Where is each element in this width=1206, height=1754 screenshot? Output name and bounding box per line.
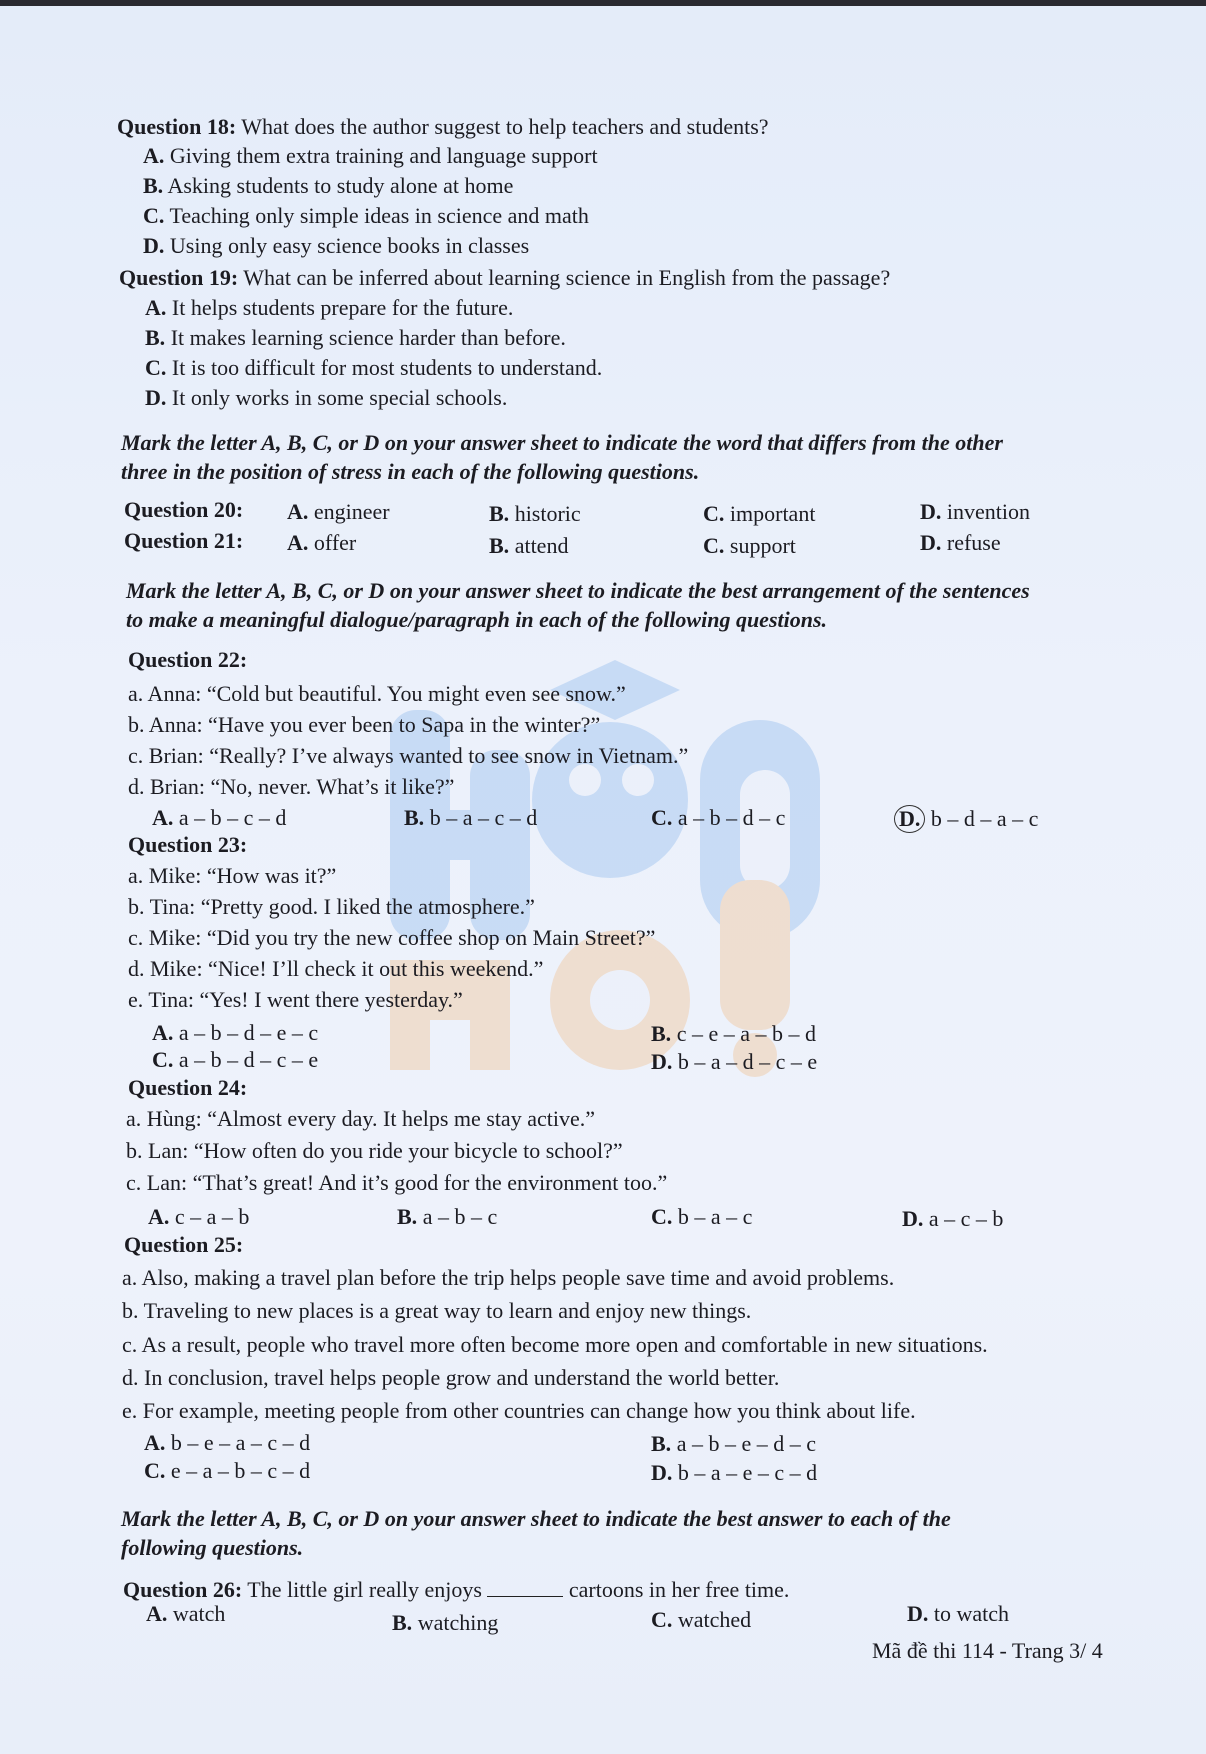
q19-stem [119,265,890,291]
instruction-stress-line1: Mark the letter A, B, C, or D on your answer sheet to indicate the word that differs from the other [121,430,1003,455]
q26-stem [123,1577,789,1603]
q18-option-c[interactable]: C. Teaching only simple ideas in science and math [143,203,589,228]
q23-line-a: a. Mike: “How was it?” [128,863,337,888]
instruction-best-line1: Mark the letter A, B, C, or D on your answer sheet to indicate the best answer to each of the [121,1506,951,1531]
q21-option-b[interactable]: B. attend [489,533,569,558]
q21-option-a[interactable]: A. offer [287,530,357,555]
q20-label: Question 20: [124,497,244,522]
q24-option-c[interactable]: C. b – a – c [651,1204,753,1229]
q25-line-a: a. Also, making a travel plan before the trip helps people save time and avoid problems. [122,1265,895,1290]
q24-label: Question 24: [128,1075,248,1100]
q26-option-d[interactable]: D. to watch [907,1601,1010,1626]
q22-label: Question 22: [128,647,248,672]
q25-label: Question 25: [124,1232,244,1257]
q19-option-a[interactable]: A. It helps students prepare for the future. [145,295,514,320]
q20-option-d[interactable]: D. invention [920,499,1030,524]
q21-option-d[interactable]: D. refuse [920,530,1001,555]
q24-line-c: c. Lan: “That’s great! And it’s good for the environment too.” [126,1170,668,1195]
q26-text-before: The little girl really enjoys [247,1577,482,1602]
q18-option-d[interactable]: D. Using only easy science books in classes [143,233,530,258]
q21-label: Question 21: [124,528,244,553]
q25-line-b: b. Traveling to new places is a great way to learn and enjoy new things. [122,1298,752,1323]
q25-option-a[interactable]: A. b – e – a – c – d [144,1430,311,1455]
q25-line-d: d. In conclusion, travel helps people grow and understand the world better. [122,1365,780,1390]
q25-option-d[interactable]: D. b – a – e – c – d [651,1460,818,1485]
q24-option-b[interactable]: B. a – b – c [397,1204,498,1229]
q22-option-b[interactable]: B. b – a – c – d [404,805,538,830]
q20-option-b[interactable]: B. historic [489,501,581,526]
q26-option-b[interactable]: B. watching [392,1610,499,1635]
q22-option-c[interactable]: C. a – b – d – c [651,805,786,830]
q19-label: Question 19: [119,265,239,290]
q24-option-d[interactable]: D. a – c – b [902,1206,1004,1231]
q22-option-d[interactable]: D. b – d – a – c [900,805,1038,833]
q26-blank [487,1578,563,1597]
q18-text: What does the author suggest to help teachers and students? [241,114,769,139]
q23-option-a[interactable]: A. a – b – d – e – c [152,1020,319,1045]
q22-line-b: b. Anna: “Have you ever been to Sapa in the winter?” [128,712,601,737]
q19-option-c[interactable]: C. It is too difficult for most students to understand. [145,355,603,380]
q26-label: Question 26: [123,1577,243,1602]
q19-option-d[interactable]: D. It only works in some special schools. [145,385,508,410]
page-footer: Mã đề thi 114 - Trang 3/ 4 [872,1638,1103,1663]
q26-text-after: cartoons in her free time. [568,1577,790,1602]
q18-option-b[interactable]: B. Asking students to study alone at home [143,173,514,198]
selected-answer-mark: D. [894,805,925,833]
q23-option-c[interactable]: C. a – b – d – c – e [152,1047,319,1072]
q19-option-b[interactable]: B. It makes learning science harder than before. [145,325,566,350]
q25-option-c[interactable]: C. e – a – b – c – d [144,1458,311,1483]
instruction-arrange-line1: Mark the letter A, B, C, or D on your answer sheet to indicate the best arrangement of the sentences [126,578,1030,603]
q22-line-c: c. Brian: “Really? I’ve always wanted to see snow in Vietnam.” [128,743,689,768]
q24-option-a[interactable]: A. c – a – b [148,1204,250,1229]
q18-stem [117,114,769,140]
q26-option-a[interactable]: A. watch [146,1601,226,1626]
q20-option-c[interactable]: C. important [703,501,816,526]
q26-option-c[interactable]: C. watched [651,1607,752,1632]
q24-line-a: a. Hùng: “Almost every day. It helps me stay active.” [126,1106,595,1131]
q23-line-d: d. Mike: “Nice! I’ll check it out this weekend.” [128,956,544,981]
instruction-stress-line2: three in the position of stress in each of the following questions. [121,459,700,484]
q22-line-d: d. Brian: “No, never. What’s it like?” [128,774,455,799]
q18-option-a[interactable]: A. Giving them extra training and language support [143,143,598,168]
q19-text: What can be inferred about learning science in English from the passage? [243,265,891,290]
instruction-arrange-line2: to make a meaningful dialogue/paragraph in each of the following questions. [126,607,828,632]
q21-option-c[interactable]: C. support [703,533,796,558]
q23-line-e: e. Tina: “Yes! I went there yesterday.” [128,987,463,1012]
q23-line-c: c. Mike: “Did you try the new coffee shop on Main Street?” [128,925,656,950]
q23-line-b: b. Tina: “Pretty good. I liked the atmosphere.” [128,894,535,919]
q25-line-c: c. As a result, people who travel more often become more open and comfortable in new situations. [122,1332,988,1357]
q22-line-a: a. Anna: “Cold but beautiful. You might even see snow.” [128,681,626,706]
q25-option-b[interactable]: B. a – b – e – d – c [651,1431,816,1456]
q24-line-b: b. Lan: “How often do you ride your bicycle to school?” [126,1138,623,1163]
q23-option-b[interactable]: B. c – e – a – b – d [651,1021,816,1046]
q23-label: Question 23: [128,832,248,857]
instruction-best-line2: following questions. [121,1535,304,1560]
q22-option-a[interactable]: A. a – b – c – d [152,805,287,830]
q23-option-d[interactable]: D. b – a – d – c – e [651,1049,818,1074]
q18-label: Question 18: [117,114,237,139]
q20-option-a[interactable]: A. engineer [287,499,390,524]
q25-line-e: e. For example, meeting people from other countries can change how you think about life. [122,1398,916,1423]
